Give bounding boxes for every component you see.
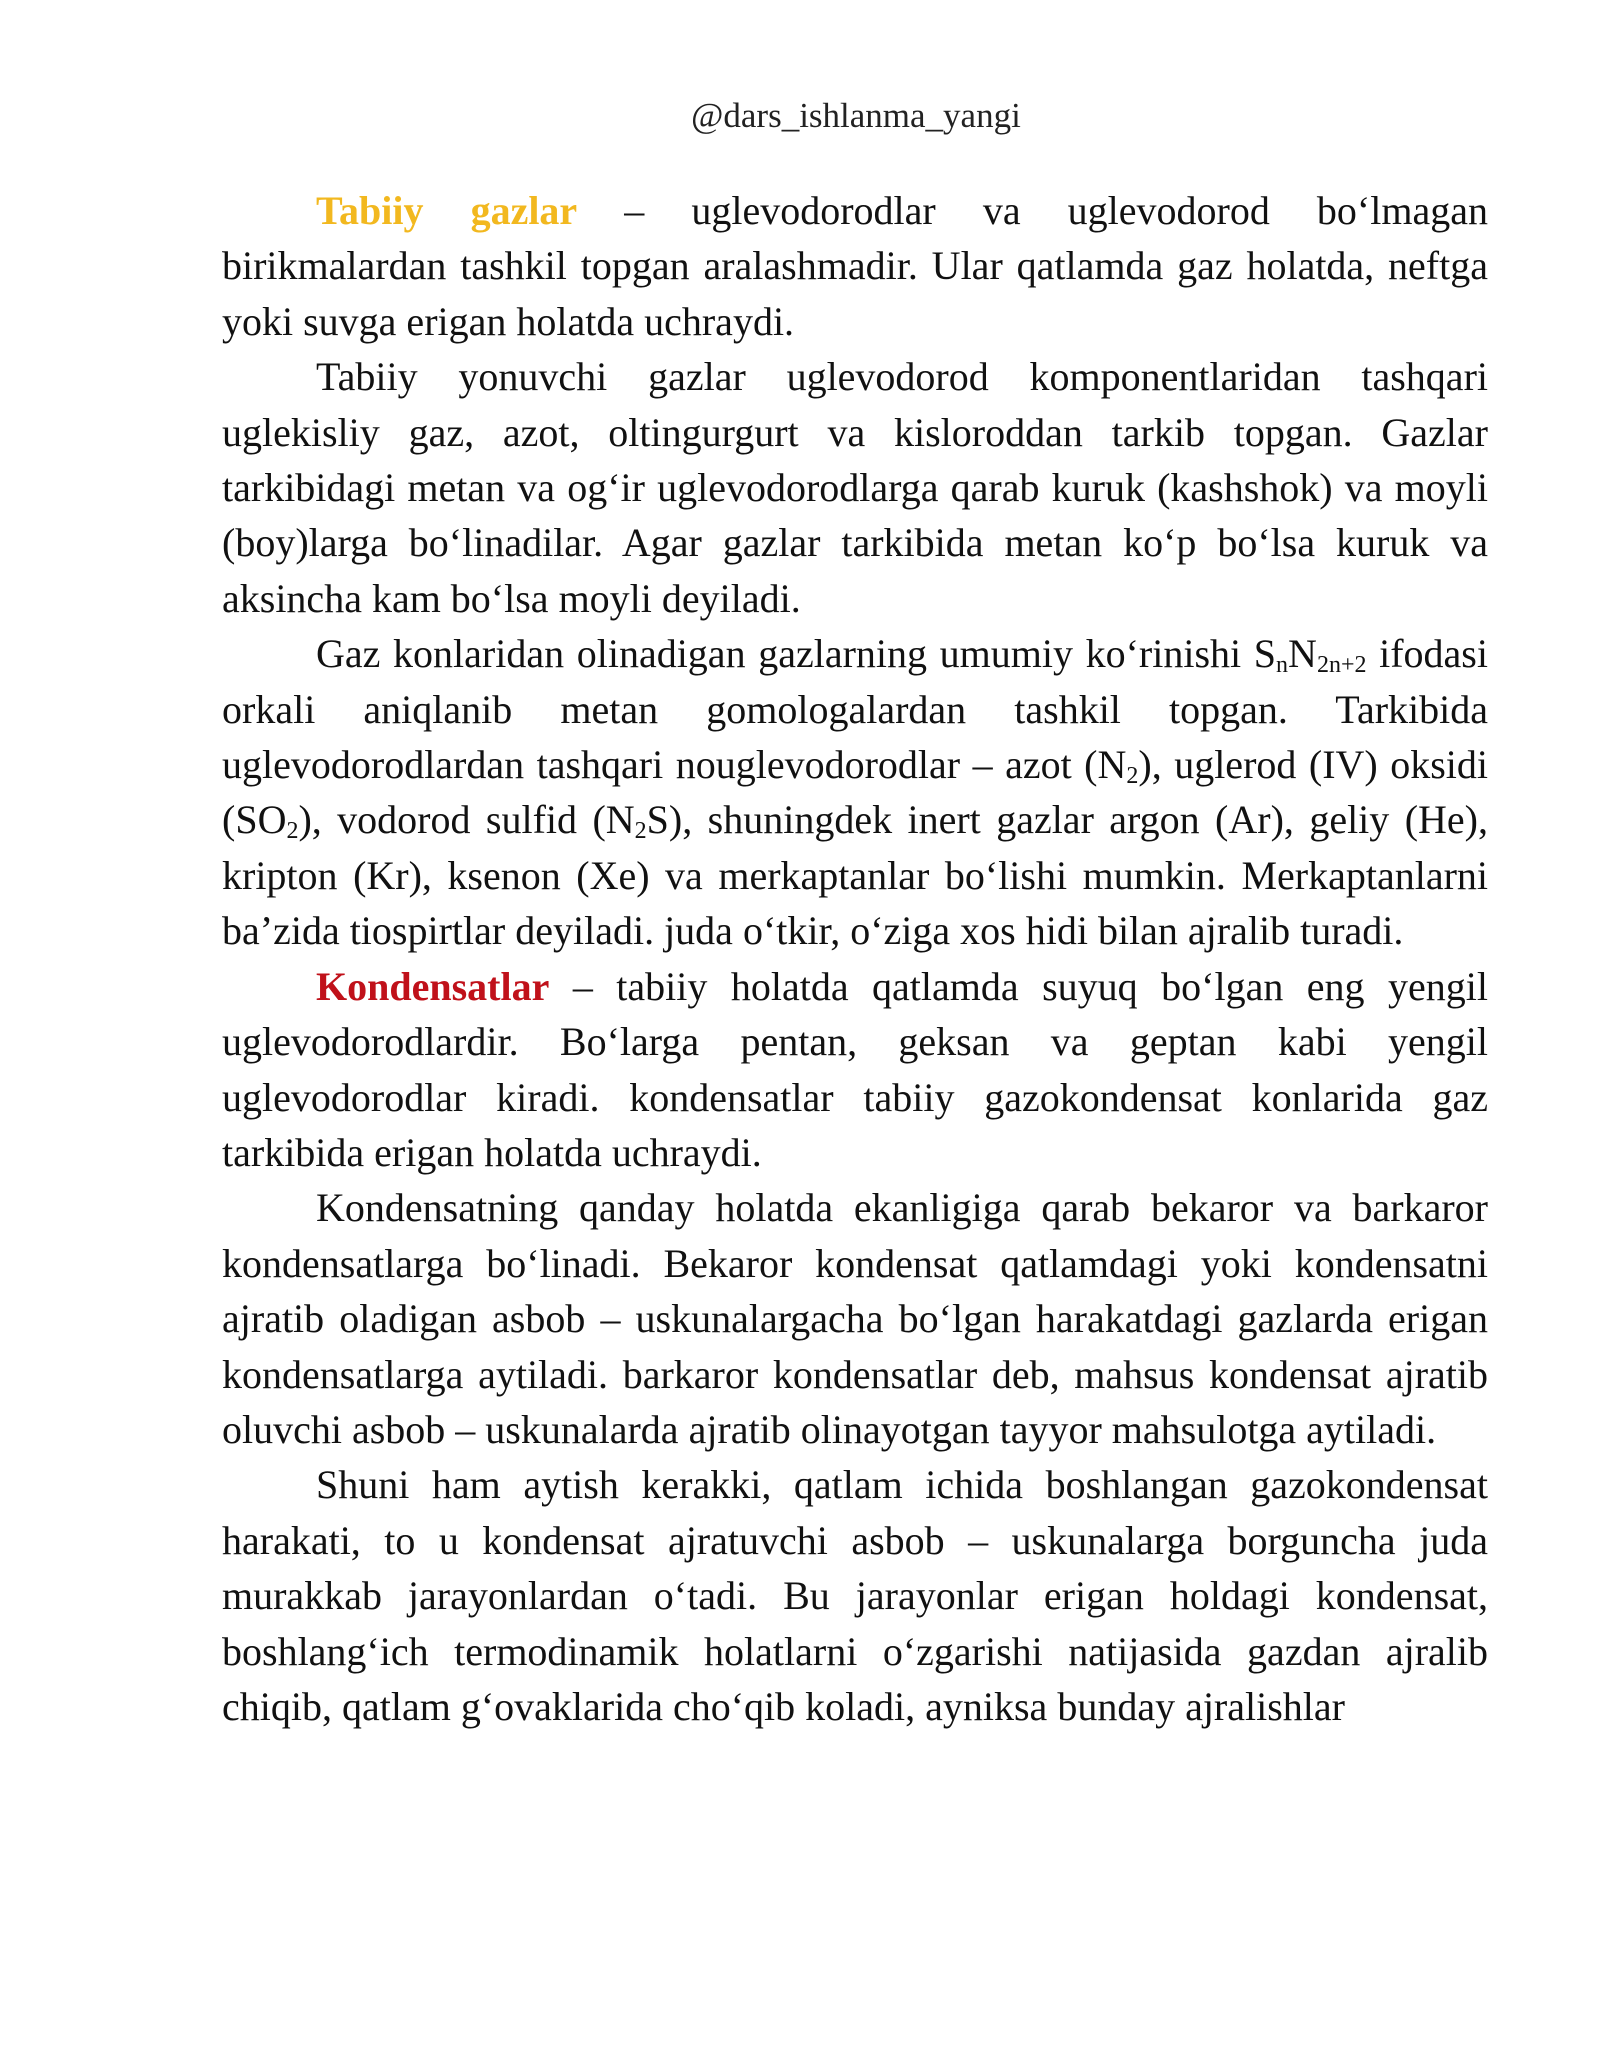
paragraph-natural-gases: [222, 183, 1488, 349]
term-condensates: Kondensatlar: [316, 963, 550, 1009]
subscript: 2: [286, 818, 299, 845]
subscript: 2: [1126, 763, 1139, 790]
subscript: n: [1276, 652, 1289, 679]
paragraph-text: – tabiiy holatda qatlamda suyuq boʻlgan eng yengil uglevodorodlardir. Boʻlarga pentan, geksan va geptan kabi yengil uglevodorodlar kiradi. kondensatlar tabiiy gazokondensat konlarida gaz tarkibida erigan holatda uchraydi.: [222, 963, 1488, 1175]
text-segment: S), shuningdek inert gazlar argon (Ar), geliy (He), kripton (Kr), ksenon (Xe) va merkaptanlar boʻlishi mumkin. Merkaptanlarni baʼzida tiospirtlar deyiladi. juda oʻtkir, oʻziga xos hidi bilan ajralib turadi.: [222, 797, 1488, 954]
text-segment: ), vodorod sulfid (N: [298, 797, 635, 843]
paragraph-condensate-movement: Shuni ham aytish kerakki, qatlam ichida boshlangan gazokondensat harakati, to u kondensat ajratuvchi asbob – uskunalarga borguncha juda murakkab jarayonlardan oʻtadi. Bu jarayonlar erigan holdagi kondensat, boshlangʻich termodinamik holatlarni oʻzgarishi natijasida gazdan ajralib chiqib, qatlam gʻovaklarida choʻqib koladi, ayniksa bunday ajralishlar: [222, 1462, 1488, 1729]
paragraph-text: – uglevodorodlar va uglevodorod boʻlmagan birikmalardan tashkil topgan aralashmadir. Ular qatlamda gaz holatda, neftga yoki suvga erigan holatda uchraydi.: [222, 188, 1488, 344]
paragraph-condensates: [222, 959, 1488, 1181]
text-segment: N: [1288, 631, 1317, 677]
paragraph-gas-composition: [222, 626, 1488, 958]
document-body: [222, 183, 1488, 1734]
subscript: 2: [634, 818, 647, 845]
text-segment: Gaz konlaridan olinadigan gazlarning umumiy koʻrinishi S: [316, 631, 1277, 677]
term-natural-gases: Tabiiy gazlar: [316, 188, 578, 233]
page-header-watermark: @dars_ishlanma_yangi: [691, 96, 1021, 135]
subscript: 2n+2: [1316, 652, 1367, 679]
paragraph-condensate-stability: Kondensatning qanday holatda ekanligiga qarab bekaror va barkaror kondensatlarga boʻlinadi. Bekaror kondensat qatlamdagi yoki kondensatni ajratib oladigan asbob – uskunalargacha boʻlgan harakatdagi gazlarda erigan kondensatlarga aytiladi. barkaror kondensatlar deb, mahsus kondensat ajratib oluvchi asbob – uskunalarda ajratib olinayotgan tayyor mahsulotga aytiladi.: [222, 1185, 1488, 1452]
text-segment: ), uglerod (IV) oksidi (SO: [222, 742, 1488, 843]
paragraph-combustible-gases: Tabiiy yonuvchi gazlar uglevodorod komponentlaridan tashqari uglekisliy gaz, azot, oltingurgurt va kisloroddan tarkib topgan. Gazlar tarkibidagi metan va ogʻir uglevodorodlarga qarab kuruk (kashshok) va moyli (boy)larga boʻlinadilar. Agar gazlar tarkibida metan koʻp boʻlsa kuruk va aksincha kam boʻlsa moyli deyiladi.: [222, 354, 1488, 621]
text-segment: ifodasi orkali aniqlanib metan gomologalardan tashkil topgan. Tarkibida uglevodorodlardan tashqari nouglevodorodlar – azot (N: [222, 631, 1488, 788]
